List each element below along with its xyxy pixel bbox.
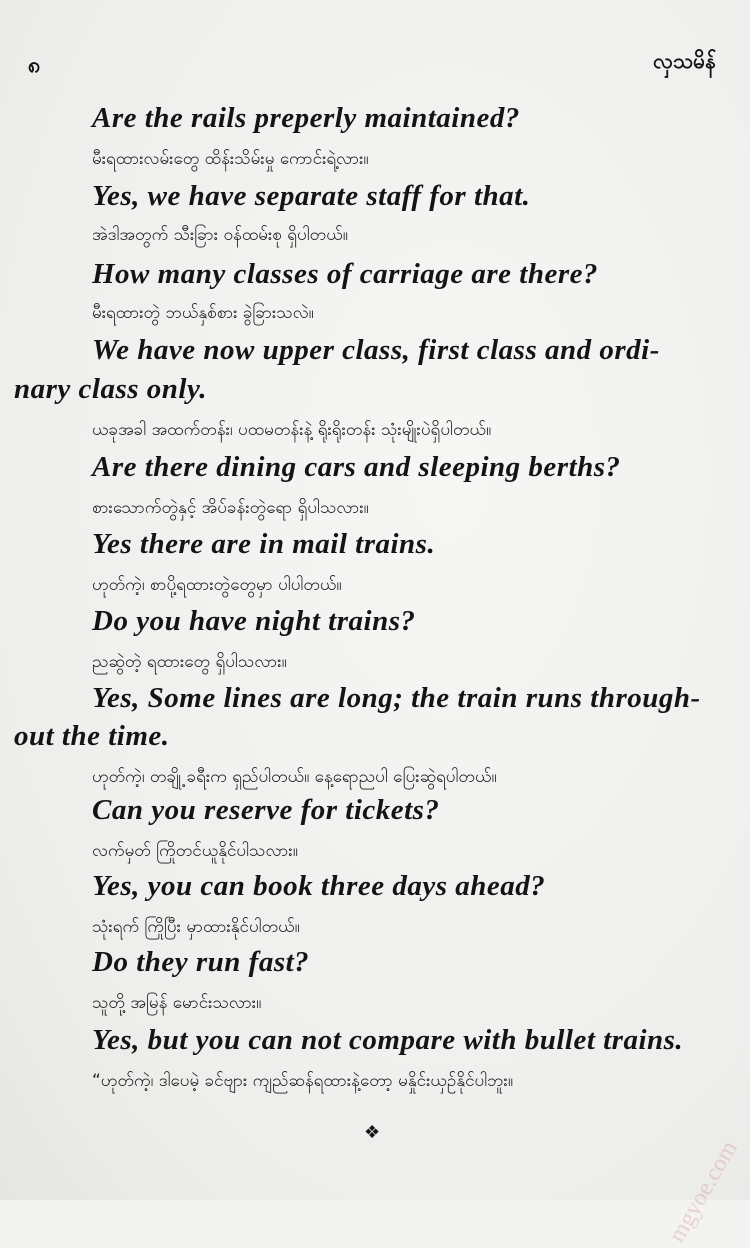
burmese-line: အဲဒါအတွက် သီးခြား ဝန်ထမ်းစု ရှိပါတယ်။ — [92, 225, 348, 245]
watermark: mgyoe.com — [664, 1136, 744, 1248]
english-line: How many classes of carriage are there? — [92, 258, 599, 290]
english-line: Are the rails preperly maintained? — [92, 102, 520, 134]
burmese-line: စားသောက်တွဲနှင့် အိပ်ခန်းတွဲရော ရှိပါသလား။ — [92, 498, 369, 518]
english-line: Can you reserve for tickets? — [92, 794, 440, 826]
burmese-line: လက်မှတ် ကြိုတင်ယူနိုင်ပါသလား။ — [92, 841, 298, 861]
english-line: Yes, you can book three days ahead? — [92, 870, 546, 902]
english-line: Yes, Some lines are long; the train runs through- — [92, 682, 701, 714]
burmese-line: ယခုအခါ အထက်တန်း၊ ပထမတန်းနဲ့ ရိုးရိုးတန်း သုံးမျိုးပဲရှိပါတယ်။ — [92, 420, 492, 440]
english-line: Yes, we have separate staff for that. — [92, 180, 531, 212]
burmese-line: မီးရထားလမ်းတွေ ထိန်းသိမ်းမှု ကောင်းရဲ့လား။ — [92, 149, 369, 169]
burmese-line: ညဆွဲတဲ့ ရထားတွေ ရှိပါသလား။ — [92, 652, 287, 672]
english-line: Do they run fast? — [92, 946, 310, 978]
page-number: ၈ — [28, 52, 41, 78]
burmese-line: သူတို့ အမြန် မောင်းသလား။ — [92, 993, 262, 1013]
ornament-glyph: ❖ — [364, 1122, 381, 1143]
burmese-line: သုံးရက် ကြိုပြီး မှာထားနိုင်ပါတယ်။ — [92, 917, 300, 937]
english-line: Are there dining cars and sleeping berths? — [92, 451, 621, 483]
burmese-line: “ဟုတ်ကဲ့၊ ဒါပေမဲ့ ခင်ဗျား ကျည်ဆန်ရထားနဲ့တော့ မနှိုင်းယှဉ်နိုင်ပါဘူး။ — [92, 1071, 513, 1091]
english-line: Yes there are in mail trains. — [92, 528, 436, 560]
burmese-line: ဟုတ်ကဲ့၊ စာပို့ရထားတွဲတွေမှာ ပါပါတယ်။ — [92, 575, 342, 595]
english-line: out the time. — [14, 720, 170, 752]
english-line: Do you have night trains? — [92, 605, 416, 637]
english-line: nary class only. — [14, 373, 208, 405]
burmese-line: မီးရထားတွဲ ဘယ်နှစ်စား ခွဲခြားသလဲ။ — [92, 303, 314, 323]
english-line: We have now upper class, first class and ordi- — [92, 334, 660, 366]
english-line: Yes, but you can not compare with bullet trains. — [92, 1024, 684, 1056]
running-head: လှသမိန် — [653, 48, 716, 73]
burmese-line: ဟုတ်ကဲ့၊ တချို့ ခရီးက ရှည်ပါတယ်။ နေ့ရောညပါ ပြေးဆွဲရပါတယ်။ — [92, 767, 497, 787]
